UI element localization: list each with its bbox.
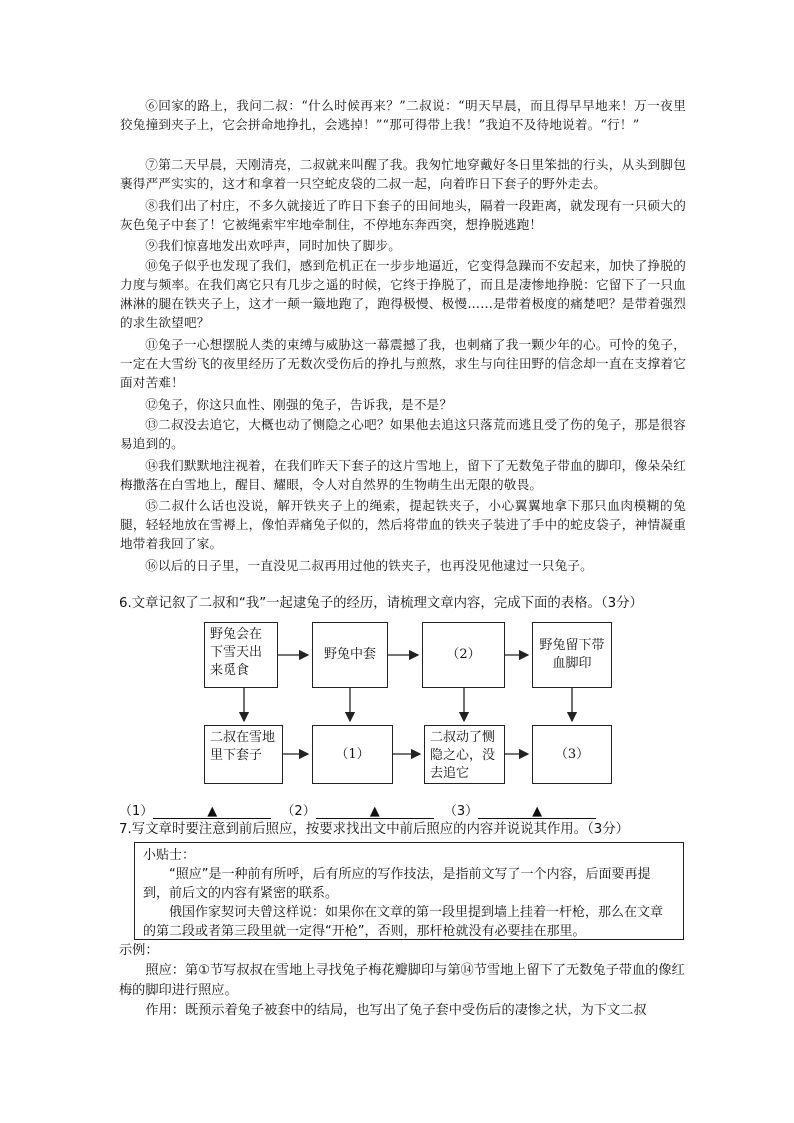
box-bloody-footprints: 野兔留下带血脚印	[532, 622, 612, 688]
example-zuoyong: 作用：既预示着兔子被套中的结局，也写出了兔子套中受伤后的凄惨之状，为下文二叔	[145, 1003, 647, 1018]
paragraph-13: ⑬二叔没去追它，大概也动了恻隐之心吧？如果他去追这只落荒而逃且受了伤的兔子，那是很容易追到的。	[120, 417, 686, 451]
paragraph-15: ⑮二叔什么话也没说，解开铁夹子上的绳索，提起铁夹子，小心翼翼地拿下那只血肉模糊的兔腿，轻轻地放在雪褥上，像怕弄痛兔子似的，然后将带血的铁夹子装进了手中的蛇皮袋子，神情凝重地带着我回了家。	[120, 498, 686, 551]
box-answer-1: （1）	[312, 725, 393, 784]
answer-blanks	[119, 800, 602, 819]
tips-box	[134, 842, 684, 940]
paragraph-11: ⑪兔子一心想摆脱人类的束缚与威胁这一幕震撼了我，也刺痛了我一颗少年的心。可怜的兔子，一定在大雪纷飞的夜里经历了无数次受伤后的挣扎与煎熬，求生与向往田野的信念却一直在支撑着它面对苦难！	[120, 337, 686, 390]
paragraph-12: ⑫兔子，你这只血性、刚强的兔子，告诉我，是不是？	[145, 397, 453, 412]
blank-label-1: （1）	[119, 804, 154, 819]
box-answer-3: （3）	[532, 725, 612, 784]
paragraph-6: ⑥回家的路上，我问二叔：“什么时候再来？”二叔说：“明天早晨，而且得早早地来！万一夜里狡兔撞到夹子上，它会拼命地挣扎，会逃掉！”“那可得带上我！”我迫不及待地说着。“行！”	[120, 98, 686, 132]
box-uncle-sets-trap: 二叔在雪地里下套子	[204, 725, 283, 784]
blank-mark-2: ▲	[369, 804, 380, 819]
blank-mark-3: ▲	[532, 804, 543, 819]
box-answer-2: （2）	[422, 622, 505, 688]
blank-mark-1: ▲	[207, 804, 218, 819]
question-6: 6.文章记叙了二叔和“我”一起逮兔子的经历，请梳理文章内容，完成下面的表格。（3分）	[119, 596, 643, 611]
blank-label-2: （2）	[281, 804, 316, 819]
box-uncle-compassion: 二叔动了恻隐之心，没去追它	[424, 725, 505, 784]
paragraph-8: ⑧我们出了村庄，不多久就接近了昨日下套子的田间地头，隔着一段距离，就发现有一只硕大的灰色兔子中套了！它被绳索牢牢地牵制住，不停地东奔西突，想挣脱逃跑！	[120, 198, 686, 232]
blank-label-3: （3）	[443, 804, 479, 819]
tips-paragraph-1: “照应”是一种前有所呼，后有所应的写作技法，是指前文写了一个内容，后面要再提到，前后文的内容有紧密的联系。	[143, 867, 651, 901]
paragraph-10: ⑩兔子似乎也发现了我们，感到危机正在一步步地逼近，它变得急躁而不安起来，加快了挣脱的力度与频率。在我们离它只有几步之遥的时候，它终于挣脱了，而且是凄惨地挣脱：它留下了一只血淋淋的腿在铁夹子上，这才一颠一簸地跑了，跑得极慢、极慢……是带着极度的痛楚吧？是带着强烈的求生欲望吧？	[120, 258, 686, 330]
answer-blank-1[interactable]	[153, 804, 271, 819]
box-hare-trapped: 野兔中套	[312, 622, 388, 688]
question-7: 7.写文章时要注意到前后照应，按要求找出文中前后照应的内容并说说其作用。（3分）	[119, 822, 630, 837]
box-hare-forage: 野兔会在下雪天出来觅食	[204, 622, 278, 688]
paragraph-7: ⑦第二天早晨，天刚清亮，二叔就来叫醒了我。我匆忙地穿戴好冬日里笨拙的行头，从头到脚包裹得严严实实的，这才和拿着一只空蛇皮袋的二叔一起，向着昨日下套子的野外走去。	[120, 157, 686, 191]
example-label: 示例：	[119, 943, 159, 958]
paragraph-9: ⑨我们惊喜地发出欢呼声，同时加快了脚步。	[145, 238, 402, 253]
paragraph-14: ⑭我们默默地注视着，在我们昨天下套子的这片雪地上，留下了无数兔子带血的脚印，像朵朵红梅撒落在白雪地上，醒目、耀眼，令人对自然界的生物萌生出无限的敬畏。	[120, 458, 686, 492]
paragraph-16: ⑯以后的日子里，一直没见二叔再用过他的铁夹子，也再没见他逮过一只兔子。	[145, 558, 593, 573]
tips-paragraph-2: 俄国作家契诃夫曾这样说：如果你在文章的第一段里提到墙上挂着一杆枪，那么在文章的第二段或者第三段里就一定得“开枪”，否则，那杆枪就没有必要挂在那里。	[143, 905, 664, 939]
answer-blank-2[interactable]	[316, 804, 434, 819]
tips-title: 小贴士：	[143, 848, 196, 863]
example-zhaoying: 照应：第①节写叔叔在雪地上寻找兔子梅花瓣脚印与第⑭节雪地上留下了无数兔子带血的像红梅的脚印进行照应。	[119, 963, 685, 998]
answer-blank-3[interactable]	[478, 804, 596, 819]
